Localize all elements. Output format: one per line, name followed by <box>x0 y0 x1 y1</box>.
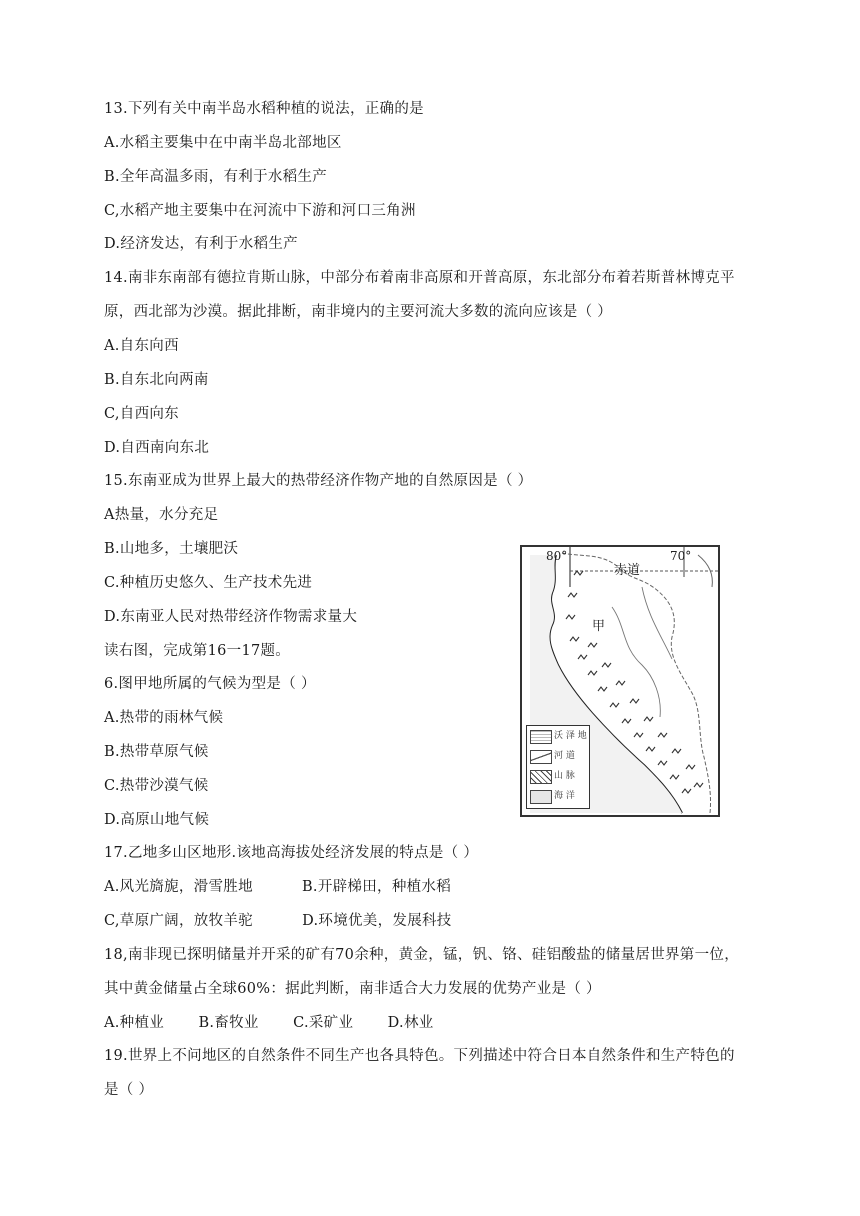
q16-stem: 6.图甲地所属的气候为型是（ ） <box>104 676 316 692</box>
river-swatch-icon <box>530 750 552 764</box>
q13-option-b: B.全年高温多雨，有利于水稻生产 <box>104 169 328 185</box>
legend-row-ocean <box>527 786 589 806</box>
q18-options: A.种植业 B.畜牧业 C.采矿业 D.林业 <box>104 1015 434 1031</box>
q15-stem: 15.东南亚成为世界上最大的热带经济作物产地的自然原因是（ ） <box>104 473 533 489</box>
river-1 <box>612 607 660 717</box>
marsh-swatch-icon <box>530 730 552 744</box>
q14-stem-line1: 14.南非东南部有德拉肯斯山脉，中部分布着南非高原和开普高原，东北部分布着若斯普林博克平 <box>104 270 735 286</box>
q19-stem-line1: 19.世界上不问地区的自然条件不同生产也各具特色。下列描述中符合日本自然条件和生产特色的 <box>104 1048 735 1064</box>
q16-option-d: D.高原山地气候 <box>104 812 210 828</box>
reading-instruction: 读右图，完成第16一17题。 <box>104 643 291 659</box>
q14-stem-line2: 原，西北部为沙漠。据此排断，南非境内的主要河流大多数的流向应该是（ ） <box>104 304 613 320</box>
label-70-degrees: 70° <box>670 549 692 563</box>
mountain-swatch-icon <box>530 770 552 784</box>
map-legend <box>526 725 590 809</box>
q13-stem: 13.下列有关中南半岛水稻种植的说法，正确的是 <box>104 101 424 117</box>
q16-option-b: B.热带草原气候 <box>104 744 209 760</box>
legend-label-ocean: 海 洋 <box>554 791 575 801</box>
q13-option-c: C,水稻产地主要集中在河流中下游和河口三角洲 <box>104 203 416 219</box>
legend-row-marsh <box>527 726 589 746</box>
legend-label-river: 河 道 <box>554 751 575 761</box>
legend-label-mountain: 山 脉 <box>554 771 575 781</box>
river-2 <box>642 587 672 659</box>
label-80-degrees: 80° <box>546 549 568 563</box>
q14-option-d: D.自西南向东北 <box>104 440 210 456</box>
q15-option-a: A热量，水分充足 <box>104 507 219 523</box>
q14-option-b: B.自东北向两南 <box>104 372 209 388</box>
label-jia: 甲 <box>592 619 606 634</box>
q15-option-b: B.山地多，土壤肥沃 <box>104 541 239 557</box>
q13-option-a: A.水稻主要集中在中南半岛北部地区 <box>104 135 342 151</box>
q16-option-c: C.热带沙漠气候 <box>104 778 209 794</box>
legend-row-river <box>527 746 589 766</box>
q15-option-c: C.种植历史悠久、生产技术先进 <box>104 575 313 591</box>
q14-option-a: A.自东向西 <box>104 338 179 354</box>
q18-stem-line1: 18,南非现已探明储量并开采的矿有70余种，黄金，锰，钒、铬、硅铝酸盐的储量居世界第一位， <box>104 947 740 963</box>
label-equator: 赤道 <box>614 563 641 578</box>
q19-stem-line2: 是（ ） <box>104 1082 154 1098</box>
legend-label-marsh: 沃 泽 地 <box>554 731 587 741</box>
q18-stem-line2: 其中黄金储量占全球60%：据此判断，南非适合大力发展的优势产业是（ ） <box>104 981 601 997</box>
peru-map-figure <box>520 545 720 817</box>
q17-stem: 17.乙地多山区地形.该地高海拔处经济发展的特点是（ ） <box>104 845 479 861</box>
legend-row-mountain <box>527 766 589 786</box>
q15-option-d: D.东南亚人民对热带经济作物需求量大 <box>104 609 358 625</box>
q13-option-d: D.经济发达，有利于水稻生产 <box>104 236 298 252</box>
q14-option-c: C,自西向东 <box>104 406 179 422</box>
ocean-swatch-icon <box>530 790 552 804</box>
q17-options-ab: A.风光旖旎，滑雪胜地 B.开辟梯田，种植水稻 <box>104 879 452 895</box>
q16-option-a: A.热带的雨林气候 <box>104 710 224 726</box>
q17-options-cd: C,草原广阔，放牧羊驼 D.环境优美，发展科技 <box>104 913 452 929</box>
